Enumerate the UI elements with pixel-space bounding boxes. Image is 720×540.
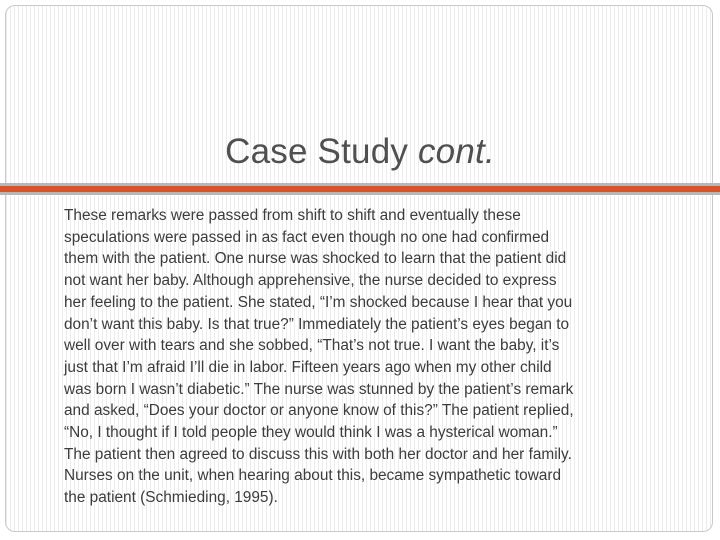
slide-body-text: These remarks were passed from shift to shift and eventually these speculations were passed in as fact even though no one had confirmed them with the patient. One nurse was shocked to learn that the patient did not want her baby. Although apprehensive, the nurse decided to express her feeling to the patient. She stated, “I’m shocked because I hear that you don’t want this baby. Is that true?” Immediately the patient’s eyes began to well over with tears and she sobbed, “That’s not true. I want the baby, it’s just that I’m afraid I’ll die in labor. Fifteen years ago when my other child was born I wasn’t diabetic.” The nurse was stunned by the patient’s remark and asked, “Does your doctor or anyone know of this?” The patient replied, “No, I thought if I told people they would think I was a hysterical woman.” The patient then agreed to discuss this with both her doctor and her family. Nurses on the unit, when hearing about this, became sympathetic toward the patient (Schmieding, 1995). xyxy=(64,207,574,507)
slide-title-main: Case Study xyxy=(225,132,418,171)
slide-title-italic: cont. xyxy=(417,132,495,171)
slide-title xyxy=(0,130,720,174)
accent-bar-bottom-border xyxy=(0,192,720,195)
